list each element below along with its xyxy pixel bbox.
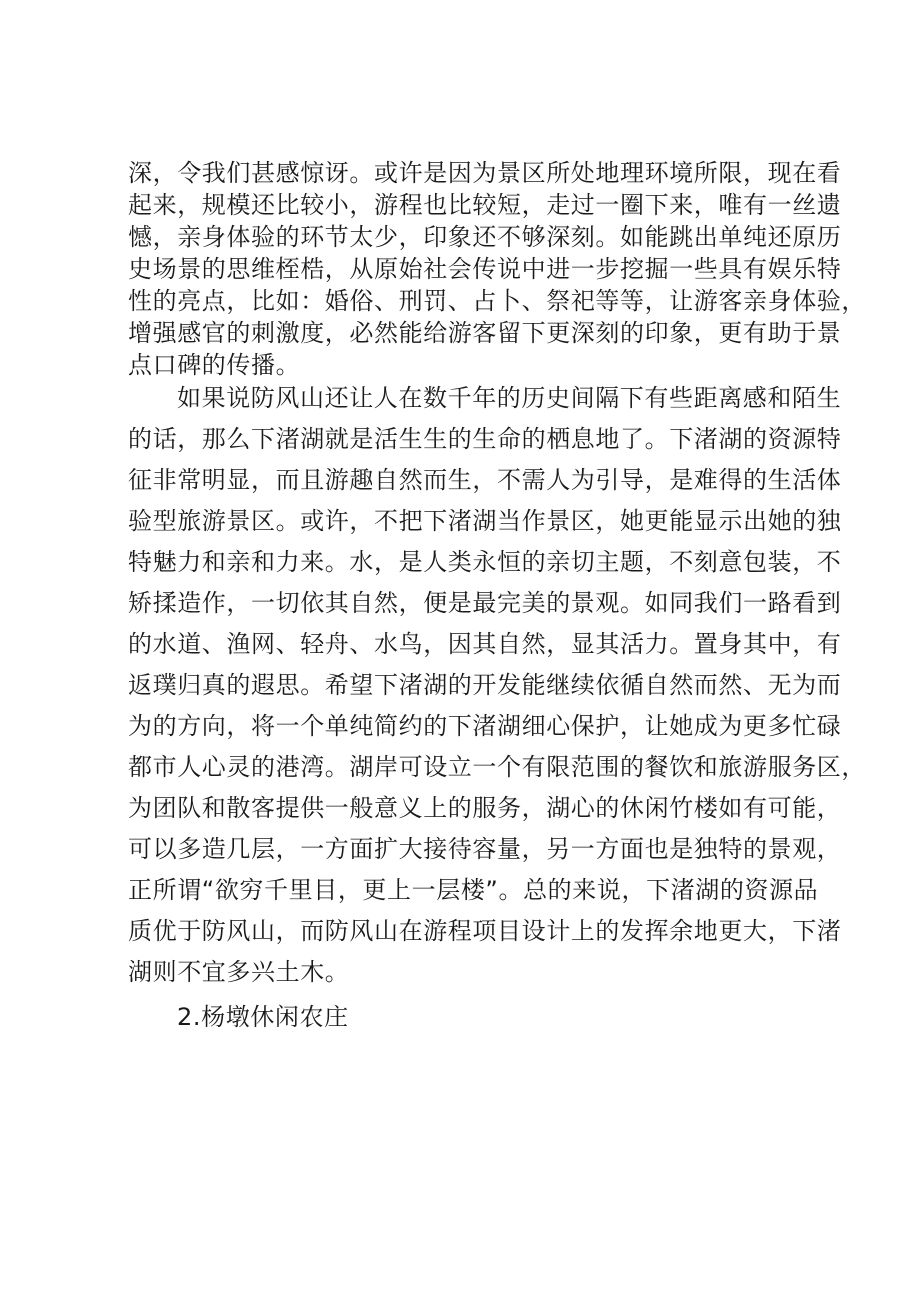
text-line: 为团队和散客提供一般意义上的服务，湖心的休闲竹楼如有可能， [128,794,842,822]
text-line: 湖则不宜多兴土木。 [128,958,350,986]
text-line: 验型旅游景区。或许，不把下渚湖当作景区，她更能显示出她的独 [128,507,842,535]
text-line: 起来，规模还比较小，游程也比较短，走过一圈下来，唯有一丝遗 [128,191,842,219]
text-line: 正所谓“欲穷千里目，更上一层楼”。总的来说，下渚湖的资源品 [128,876,819,904]
text-line: 为的方向，将一个单纯简约的下渚湖细心保护，让她成为更多忙碌 [128,712,842,740]
text-line: 如果说防风山还让人在数千年的历史间隔下有些距离感和陌生 [177,384,842,412]
section-heading: 2.杨墩休闲农庄 [177,1003,349,1031]
text-line: 憾，亲身体验的环节太少，印象还不够深刻。如能跳出单纯还原历 [128,223,842,251]
text-line: 返璞归真的遐思。希望下渚湖的开发能继续依循自然而然、无为而 [128,671,842,699]
text-line: 的水道、渔网、轻舟、水鸟，因其自然，显其活力。置身其中，有 [128,630,842,658]
text-line: 史场景的思维桎梏，从原始社会传说中进一步挖掘一些具有娱乐特 [128,255,842,283]
text-line: 质优于防风山，而防风山在游程项目设计上的发挥余地更大，下渚 [128,917,842,945]
text-line: 特魅力和亲和力来。水，是人类永恒的亲切主题，不刻意包装，不 [128,548,842,576]
text-line: 征非常明显，而且游趣自然而生，不需人为引导，是难得的生活体 [128,466,842,494]
text-line: 可以多造几层，一方面扩大接待容量，另一方面也是独特的景观， [128,835,842,863]
text-line: 矫揉造作，一切依其自然，便是最完美的景观。如同我们一路看到 [128,589,842,617]
text-line: 增强感官的刺激度，必然能给游客留下更深刻的印象，更有助于景 [128,319,842,347]
text-line: 性的亮点，比如：婚俗、刑罚、占卜、祭祀等等，让游客亲身体验， [128,287,866,315]
text-line: 点口碑的传播。 [128,351,301,379]
text-line: 的话，那么下渚湖就是活生生的生命的栖息地了。下渚湖的资源特 [128,425,842,453]
text-line: 深，令我们甚感惊讶。或许是因为景区所处地理环境所限，现在看 [128,159,842,187]
text-line: 都市人心灵的港湾。湖岸可设立一个有限范围的餐饮和旅游服务区， [128,753,866,781]
